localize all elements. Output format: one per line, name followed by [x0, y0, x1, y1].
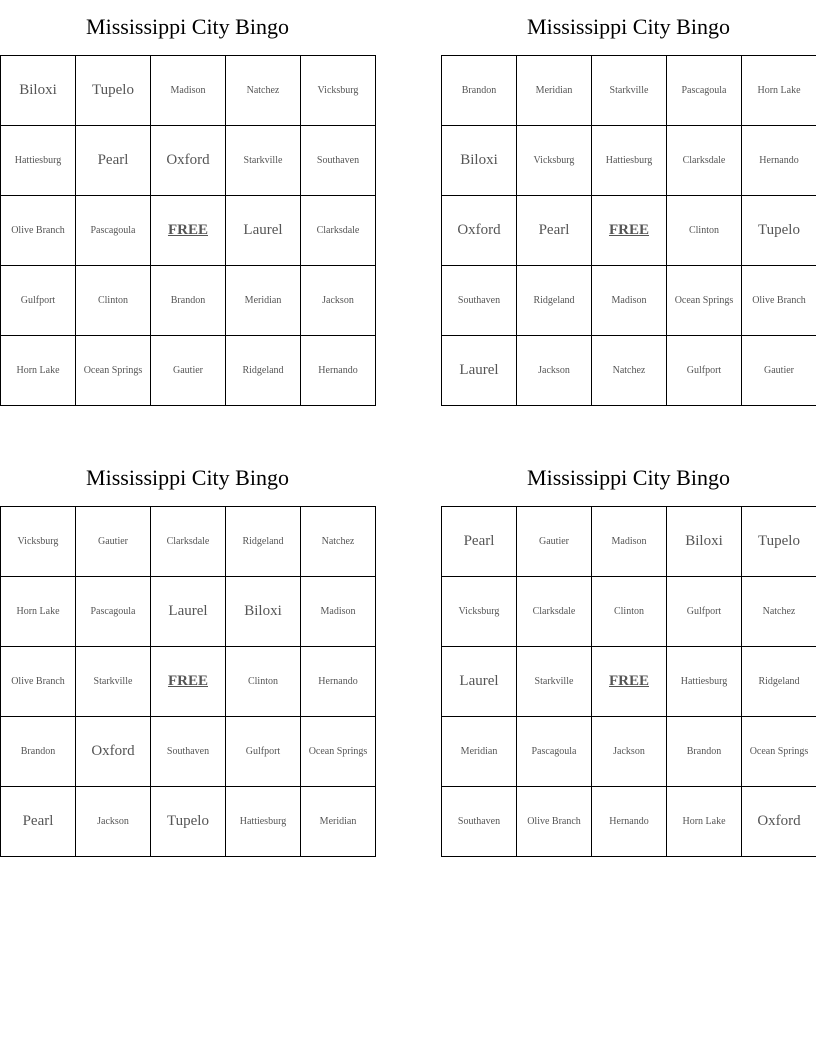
grid-row [442, 56, 816, 126]
grid-cell: Hernando [301, 336, 376, 406]
grid-cell: Clarksdale [301, 196, 376, 266]
grid-cell: Madison [592, 266, 667, 336]
grid-cell: Starkville [517, 647, 592, 717]
card-title: Mississippi City Bingo [86, 14, 289, 39]
grid-cell: Gautier [76, 507, 151, 577]
bingo-grid [441, 506, 816, 857]
grid-cell: Ridgeland [226, 507, 301, 577]
grid-row [442, 196, 816, 266]
grid-cell: Laurel [442, 647, 517, 717]
bingo-grid [0, 506, 376, 857]
grid-cell: Meridian [517, 56, 592, 126]
grid-cell: Clarksdale [151, 507, 226, 577]
grid-cell: Brandon [151, 266, 226, 336]
grid-row [1, 196, 376, 266]
grid-row [1, 577, 376, 647]
grid-cell: Starkville [76, 647, 151, 717]
grid-cell: Natchez [592, 336, 667, 406]
grid-cell: Ridgeland [226, 336, 301, 406]
grid-cell: Pascagoula [667, 56, 742, 126]
grid-cell: Hattiesburg [667, 647, 742, 717]
grid-row [1, 126, 376, 196]
grid-row [442, 577, 816, 647]
grid-cell: Tupelo [76, 56, 151, 126]
grid-cell: Hernando [592, 787, 667, 857]
grid-cell: Jackson [301, 266, 376, 336]
grid-row [442, 507, 816, 577]
grid-cell: Vicksburg [1, 507, 76, 577]
grid-row [1, 647, 376, 717]
grid-cell: Southaven [151, 717, 226, 787]
grid-cell: Brandon [1, 717, 76, 787]
grid-cell: Olive Branch [1, 647, 76, 717]
grid-cell: Natchez [742, 577, 816, 647]
grid-cell: Ridgeland [742, 647, 816, 717]
grid-cell: Tupelo [742, 507, 816, 577]
grid-cell: Oxford [742, 787, 816, 857]
grid-cell: Oxford [151, 126, 226, 196]
bingo-card-2 [441, 0, 816, 406]
bingo-card-4 [441, 451, 816, 857]
grid-cell: Pearl [442, 507, 517, 577]
bingo-card-1 [0, 0, 375, 406]
grid-cell: Meridian [442, 717, 517, 787]
free-space: FREE [151, 196, 226, 266]
grid-cell: Biloxi [226, 577, 301, 647]
grid-row [442, 336, 816, 406]
free-space: FREE [592, 647, 667, 717]
grid-row [442, 717, 816, 787]
grid-cell: Jackson [592, 717, 667, 787]
grid-cell: Horn Lake [1, 336, 76, 406]
grid-cell: Vicksburg [301, 56, 376, 126]
grid-cell: Gulfport [1, 266, 76, 336]
grid-cell: Brandon [442, 56, 517, 126]
grid-row [442, 787, 816, 857]
grid-row [1, 787, 376, 857]
grid-cell: Pearl [517, 196, 592, 266]
grid-row [1, 717, 376, 787]
grid-cell: Tupelo [742, 196, 816, 266]
card-title: Mississippi City Bingo [527, 14, 730, 39]
grid-cell: Oxford [442, 196, 517, 266]
grid-cell: Clinton [226, 647, 301, 717]
card-title: Mississippi City Bingo [527, 465, 730, 490]
grid-cell: Southaven [442, 266, 517, 336]
grid-cell: Pearl [1, 787, 76, 857]
grid-cell: Ocean Springs [742, 717, 816, 787]
grid-cell: Pascagoula [76, 577, 151, 647]
grid-row [1, 507, 376, 577]
grid-cell: Laurel [442, 336, 517, 406]
grid-cell: Meridian [301, 787, 376, 857]
grid-cell: Starkville [592, 56, 667, 126]
grid-row [1, 266, 376, 336]
grid-cell: Clinton [667, 196, 742, 266]
grid-cell: Natchez [301, 507, 376, 577]
grid-cell: Vicksburg [517, 126, 592, 196]
grid-cell: Gautier [151, 336, 226, 406]
grid-cell: Southaven [301, 126, 376, 196]
grid-row [442, 126, 816, 196]
grid-cell: Pearl [76, 126, 151, 196]
free-space: FREE [592, 196, 667, 266]
grid-cell: Starkville [226, 126, 301, 196]
grid-cell: Laurel [226, 196, 301, 266]
grid-cell: Olive Branch [517, 787, 592, 857]
grid-cell: Biloxi [667, 507, 742, 577]
bingo-grid [0, 55, 376, 406]
grid-cell: Madison [301, 577, 376, 647]
grid-cell: Southaven [442, 787, 517, 857]
grid-cell: Ocean Springs [667, 266, 742, 336]
grid-cell: Gautier [742, 336, 816, 406]
grid-cell: Gulfport [667, 336, 742, 406]
bingo-card-3 [0, 451, 375, 857]
grid-cell: Madison [151, 56, 226, 126]
grid-cell: Olive Branch [1, 196, 76, 266]
grid-cell: Gulfport [226, 717, 301, 787]
grid-cell: Hernando [742, 126, 816, 196]
grid-cell: Biloxi [442, 126, 517, 196]
grid-cell: Pascagoula [517, 717, 592, 787]
grid-cell: Jackson [76, 787, 151, 857]
grid-cell: Meridian [226, 266, 301, 336]
grid-cell: Madison [592, 507, 667, 577]
grid-cell: Tupelo [151, 787, 226, 857]
grid-cell: Jackson [517, 336, 592, 406]
grid-cell: Horn Lake [742, 56, 816, 126]
card-title: Mississippi City Bingo [86, 465, 289, 490]
grid-cell: Pascagoula [76, 196, 151, 266]
grid-cell: Brandon [667, 717, 742, 787]
grid-cell: Ridgeland [517, 266, 592, 336]
grid-cell: Ocean Springs [76, 336, 151, 406]
grid-cell: Hattiesburg [592, 126, 667, 196]
grid-cell: Ocean Springs [301, 717, 376, 787]
grid-cell: Hernando [301, 647, 376, 717]
grid-cell: Horn Lake [1, 577, 76, 647]
grid-cell: Laurel [151, 577, 226, 647]
grid-cell: Hattiesburg [226, 787, 301, 857]
grid-cell: Clinton [76, 266, 151, 336]
bingo-grid [441, 55, 816, 406]
grid-row [442, 266, 816, 336]
free-space: FREE [151, 647, 226, 717]
grid-row [1, 56, 376, 126]
grid-cell: Hattiesburg [1, 126, 76, 196]
grid-cell: Horn Lake [667, 787, 742, 857]
grid-cell: Biloxi [1, 56, 76, 126]
grid-cell: Clarksdale [517, 577, 592, 647]
grid-cell: Oxford [76, 717, 151, 787]
grid-cell: Natchez [226, 56, 301, 126]
grid-row [1, 336, 376, 406]
grid-cell: Vicksburg [442, 577, 517, 647]
grid-cell: Clarksdale [667, 126, 742, 196]
grid-row [442, 647, 816, 717]
grid-cell: Olive Branch [742, 266, 816, 336]
grid-cell: Gautier [517, 507, 592, 577]
grid-cell: Gulfport [667, 577, 742, 647]
grid-cell: Clinton [592, 577, 667, 647]
